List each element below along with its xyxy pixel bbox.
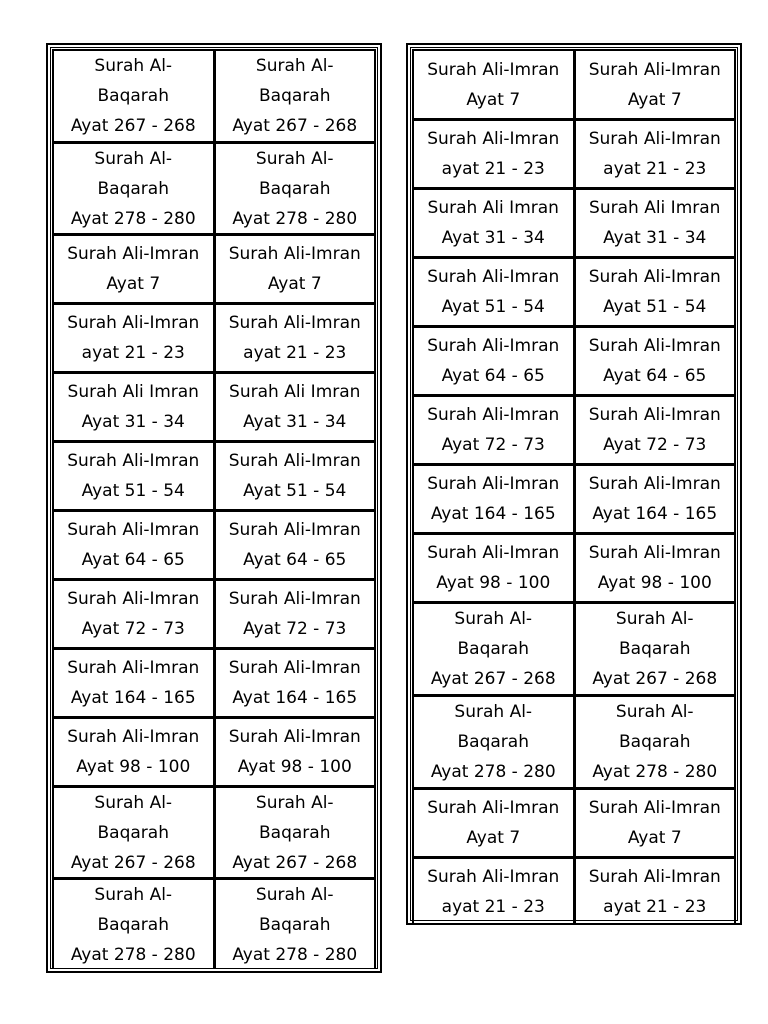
- label-cell: [52, 512, 213, 578]
- label-line: ayat 21 - 23: [603, 159, 707, 179]
- label-line: Surah Al-: [94, 884, 173, 905]
- label-cell: [52, 443, 213, 509]
- label-cell: [213, 512, 377, 578]
- label-line: Ayat 7: [466, 828, 521, 848]
- label-line: Ayat 164 - 165: [70, 688, 196, 708]
- label-line: Surah Ali-Imran: [228, 727, 361, 747]
- label-cell: [573, 51, 737, 118]
- label-line: Surah Ali-Imran: [67, 727, 200, 747]
- label-cell: [573, 328, 737, 394]
- label-cell: [213, 144, 377, 233]
- label-cell: [52, 236, 213, 302]
- label-row: [52, 877, 376, 969]
- label-line: Ayat 64 - 65: [243, 550, 347, 570]
- label-line: Ayat 278 - 280: [70, 944, 196, 965]
- label-line: Surah Ali-Imran: [67, 658, 200, 678]
- label-cell: [52, 880, 213, 969]
- label-cell: [213, 51, 377, 141]
- label-line: Baqarah: [619, 732, 691, 752]
- label-line: Surah Ali-Imran: [588, 267, 721, 287]
- label-line: Ayat 164 - 165: [592, 504, 718, 524]
- label-line: Ayat 278 - 280: [592, 762, 718, 782]
- label-cell: [213, 236, 377, 302]
- label-line: Ayat 98 - 100: [237, 757, 352, 777]
- label-line: ayat 21 - 23: [243, 343, 347, 363]
- label-line: ayat 21 - 23: [441, 159, 545, 179]
- label-line: Surah Ali-Imran: [427, 336, 560, 356]
- label-line: Surah Ali Imran: [589, 198, 721, 218]
- left-label-table: [46, 43, 382, 973]
- label-line: Surah Ali Imran: [427, 198, 559, 218]
- label-line: Surah Ali-Imran: [427, 867, 560, 887]
- label-line: Surah Al-: [255, 148, 334, 169]
- label-line: Ayat 72 - 73: [81, 619, 185, 639]
- label-line: Surah Ali-Imran: [588, 336, 721, 356]
- label-line: Baqarah: [457, 732, 529, 752]
- label-cell: [52, 719, 213, 785]
- label-cell: [213, 719, 377, 785]
- label-line: Surah Ali-Imran: [427, 405, 560, 425]
- label-row: [52, 371, 376, 440]
- label-line: Surah Ali-Imran: [67, 520, 200, 540]
- label-line: Ayat 7: [627, 89, 682, 110]
- label-cell: [213, 650, 377, 716]
- label-row: [52, 509, 376, 578]
- label-row: [412, 463, 736, 532]
- label-line: Baqarah: [97, 914, 169, 935]
- label-cell: [213, 443, 377, 509]
- label-line: Ayat 98 - 100: [436, 573, 551, 593]
- label-cell: [412, 121, 573, 187]
- label-line: Baqarah: [259, 822, 331, 843]
- label-line: Surah Ali-Imran: [228, 520, 361, 540]
- label-cell: [213, 374, 377, 440]
- label-line: Ayat 72 - 73: [243, 619, 347, 639]
- label-cell: [412, 328, 573, 394]
- label-line: Ayat 278 - 280: [232, 208, 358, 229]
- label-line: Surah Ali Imran: [67, 382, 199, 402]
- label-cell: [412, 397, 573, 463]
- label-row: [412, 325, 736, 394]
- label-cell: [573, 790, 737, 856]
- label-line: Surah Ali Imran: [229, 382, 361, 402]
- label-line: Surah Al-: [615, 702, 694, 722]
- label-line: Ayat 267 - 268: [70, 116, 196, 136]
- label-cell: [573, 259, 737, 325]
- label-line: Surah Al-: [255, 884, 334, 905]
- label-line: Ayat 7: [466, 89, 521, 110]
- label-row: [52, 141, 376, 233]
- label-row: [52, 49, 376, 141]
- label-cell: [213, 880, 377, 969]
- label-line: Ayat 51 - 54: [81, 481, 185, 501]
- label-line: Ayat 31 - 34: [81, 412, 185, 432]
- label-cell: [213, 788, 377, 877]
- label-line: Ayat 267 - 268: [430, 669, 556, 689]
- label-cell: [52, 581, 213, 647]
- label-line: Baqarah: [619, 639, 691, 659]
- label-line: Ayat 31 - 34: [243, 412, 347, 432]
- label-line: ayat 21 - 23: [603, 897, 707, 917]
- label-line: Ayat 51 - 54: [603, 297, 707, 317]
- label-cell: [573, 397, 737, 463]
- label-row: [52, 440, 376, 509]
- label-line: Baqarah: [457, 639, 529, 659]
- label-line: Surah Al-: [454, 609, 533, 629]
- label-cell: [573, 535, 737, 601]
- label-line: Surah Ali-Imran: [588, 59, 721, 80]
- label-line: Baqarah: [259, 86, 331, 106]
- label-cell: [52, 144, 213, 233]
- label-row: [412, 532, 736, 601]
- label-line: Ayat 51 - 54: [243, 481, 347, 501]
- label-line: Surah Ali-Imran: [67, 451, 200, 471]
- label-cell: [412, 259, 573, 325]
- label-line: Surah Al-: [255, 56, 334, 76]
- label-line: Surah Al-: [94, 148, 173, 169]
- label-row: [52, 302, 376, 371]
- label-line: Surah Al-: [94, 56, 173, 76]
- label-line: Ayat 267 - 268: [592, 669, 718, 689]
- label-cell: [52, 51, 213, 141]
- label-row: [52, 647, 376, 716]
- label-line: Ayat 7: [106, 274, 161, 294]
- label-line: ayat 21 - 23: [441, 897, 545, 917]
- label-line: Surah Ali-Imran: [427, 474, 560, 494]
- label-line: Ayat 278 - 280: [232, 944, 358, 965]
- label-row: [412, 118, 736, 187]
- label-row: [52, 785, 376, 877]
- label-cell: [213, 305, 377, 371]
- label-line: Surah Ali-Imran: [228, 589, 361, 609]
- label-cell: [573, 697, 737, 787]
- label-line: Surah Ali-Imran: [588, 543, 721, 563]
- right-table-grid: [412, 49, 736, 925]
- label-cell: [412, 697, 573, 787]
- label-row: [412, 856, 736, 925]
- label-line: Ayat 51 - 54: [441, 297, 545, 317]
- label-line: Surah Ali-Imran: [228, 658, 361, 678]
- label-row: [52, 578, 376, 647]
- label-row: [412, 394, 736, 463]
- label-line: Surah Ali-Imran: [427, 267, 560, 287]
- label-line: Ayat 7: [267, 274, 322, 294]
- label-line: Ayat 278 - 280: [430, 762, 556, 782]
- label-line: Ayat 267 - 268: [70, 852, 196, 873]
- label-line: Ayat 72 - 73: [603, 435, 707, 455]
- label-line: Baqarah: [97, 822, 169, 843]
- label-line: Baqarah: [97, 178, 169, 199]
- label-line: Surah Al-: [94, 792, 173, 813]
- label-cell: [573, 190, 737, 256]
- label-line: Ayat 267 - 268: [232, 852, 358, 873]
- label-cell: [52, 305, 213, 371]
- label-line: Ayat 72 - 73: [441, 435, 545, 455]
- label-cell: [52, 650, 213, 716]
- label-row: [412, 694, 736, 787]
- label-line: Ayat 98 - 100: [76, 757, 191, 777]
- label-line: Surah Al-: [255, 792, 334, 813]
- label-line: Baqarah: [97, 86, 169, 106]
- left-table-grid: [52, 49, 376, 969]
- label-cell: [412, 51, 573, 118]
- label-line: Ayat 64 - 65: [441, 366, 545, 386]
- label-line: Baqarah: [259, 178, 331, 199]
- label-line: Ayat 267 - 268: [232, 116, 358, 136]
- label-line: Ayat 31 - 34: [603, 228, 707, 248]
- label-cell: [573, 604, 737, 694]
- label-line: Surah Ali-Imran: [427, 129, 560, 149]
- label-cell: [412, 859, 573, 925]
- label-cell: [573, 859, 737, 925]
- label-line: Ayat 164 - 165: [430, 504, 556, 524]
- label-line: Surah Ali-Imran: [588, 798, 721, 818]
- label-line: Surah Ali-Imran: [427, 543, 560, 563]
- label-line: Surah Ali-Imran: [588, 405, 721, 425]
- label-line: Surah Al-: [615, 609, 694, 629]
- label-row: [412, 256, 736, 325]
- label-line: Surah Ali-Imran: [67, 589, 200, 609]
- label-line: Ayat 278 - 280: [70, 208, 196, 229]
- label-line: Surah Ali-Imran: [588, 867, 721, 887]
- label-line: Surah Ali-Imran: [228, 451, 361, 471]
- label-cell: [52, 374, 213, 440]
- label-cell: [412, 535, 573, 601]
- label-line: Ayat 98 - 100: [597, 573, 712, 593]
- label-cell: [412, 604, 573, 694]
- label-line: Ayat 164 - 165: [232, 688, 358, 708]
- label-row: [52, 233, 376, 302]
- label-cell: [213, 581, 377, 647]
- label-line: Surah Ali-Imran: [588, 129, 721, 149]
- label-line: Surah Al-: [454, 702, 533, 722]
- label-line: Surah Ali-Imran: [67, 313, 200, 333]
- label-line: Surah Ali-Imran: [427, 59, 560, 80]
- label-line: Surah Ali-Imran: [588, 474, 721, 494]
- label-line: Baqarah: [259, 914, 331, 935]
- right-label-table: [406, 43, 742, 925]
- label-cell: [412, 190, 573, 256]
- label-line: Surah Ali-Imran: [228, 244, 361, 264]
- label-line: Ayat 64 - 65: [603, 366, 707, 386]
- label-row: [412, 49, 736, 118]
- label-cell: [573, 466, 737, 532]
- label-line: ayat 21 - 23: [81, 343, 185, 363]
- label-cell: [52, 788, 213, 877]
- label-line: Surah Ali-Imran: [427, 798, 560, 818]
- label-cell: [573, 121, 737, 187]
- label-line: Surah Ali-Imran: [228, 313, 361, 333]
- label-line: Surah Ali-Imran: [67, 244, 200, 264]
- label-line: Ayat 64 - 65: [81, 550, 185, 570]
- label-row: [412, 601, 736, 694]
- label-row: [52, 716, 376, 785]
- label-row: [412, 187, 736, 256]
- label-line: Ayat 7: [627, 828, 682, 848]
- label-line: Ayat 31 - 34: [441, 228, 545, 248]
- label-cell: [412, 466, 573, 532]
- label-cell: [412, 790, 573, 856]
- label-row: [412, 787, 736, 856]
